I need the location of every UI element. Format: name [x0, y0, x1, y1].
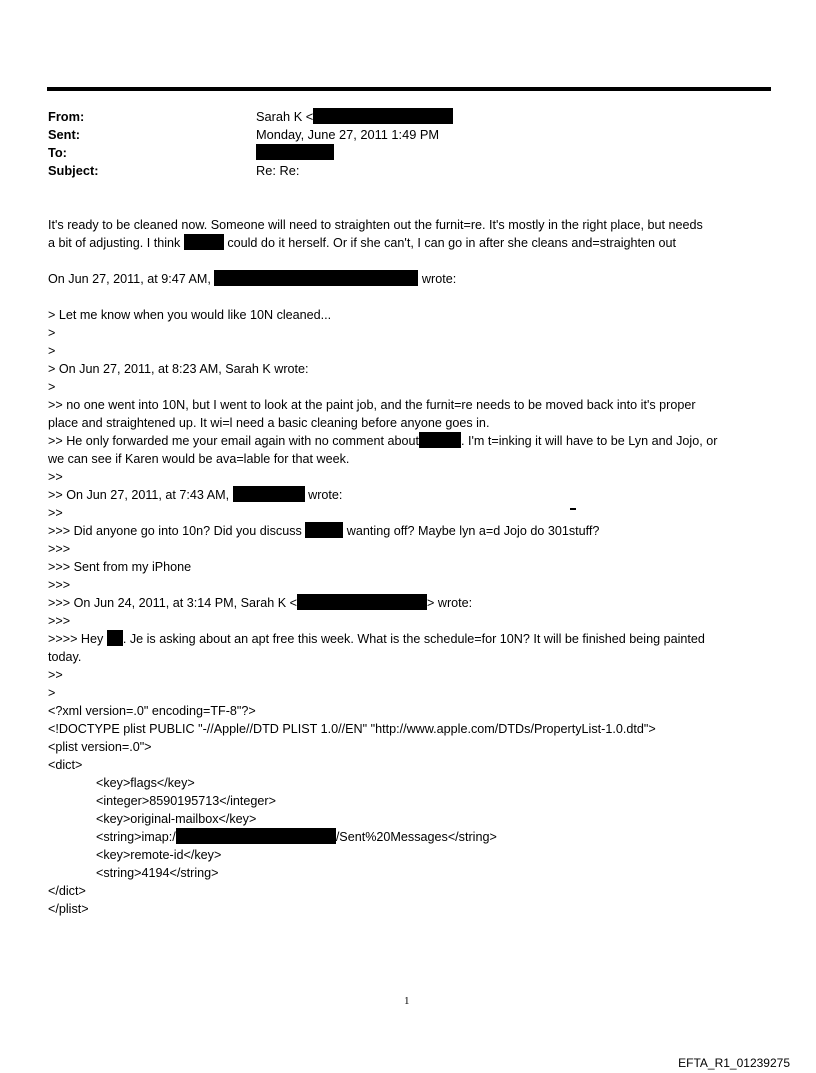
quote-line: >> He only forwarded me your email again with no comment about . I'm t=inking it will have to be Lyn and Jojo, or	[48, 434, 718, 448]
quote-line: >>> Did anyone go into 10n? Did you discuss wanting off? Maybe lyn a=d Jojo do 301stuff?	[48, 524, 600, 538]
body-line: a bit of adjusting. I think could do it herself. Or if she can't, I can go in after she cleans and=straighten out	[48, 236, 677, 250]
quote-line: >>>	[48, 578, 71, 592]
stray-mark	[570, 508, 576, 510]
redaction	[419, 432, 461, 448]
quote-line: >>> Sent from my iPhone	[48, 560, 192, 574]
quote-line: >>	[48, 470, 63, 484]
quote-line: >>	[48, 506, 63, 520]
quote-line: > Let me know when you would like 10N cleaned...	[48, 308, 332, 322]
document-id: EFTA_R1_01239275	[678, 1056, 790, 1070]
xml-line: <string>4194</string>	[96, 866, 219, 880]
xml-line: </dict>	[48, 884, 86, 898]
from-value: Sarah K <	[256, 108, 453, 126]
redaction	[176, 828, 336, 844]
email-header	[48, 108, 768, 188]
quote-line: we can see if Karen would be ava=lable for that week.	[48, 452, 350, 466]
redaction	[313, 108, 453, 124]
sent-value: Monday, June 27, 2011 1:49 PM	[256, 127, 440, 142]
quote-line: place and straightened up. It wi=l need a basic cleaning before anyone goes in.	[48, 416, 490, 430]
sent-label: Sent:	[48, 127, 80, 142]
to-value	[256, 144, 334, 162]
body-line: On Jun 27, 2011, at 9:47 AM, wrote:	[48, 272, 457, 286]
quote-line: >> no one went into 10N, but I went to look at the paint job, and the furnit=re needs to be moved back into it's proper	[48, 398, 696, 412]
quote-line: >> On Jun 27, 2011, at 7:43 AM, wrote:	[48, 488, 343, 502]
redaction	[233, 486, 305, 502]
body-line: It's ready to be cleaned now. Someone will need to straighten out the furnit=re. It's mostly in the right place, but needs	[48, 218, 703, 232]
redaction	[107, 630, 123, 646]
redaction	[297, 594, 427, 610]
from-label: From:	[48, 109, 85, 124]
quote-line: >>>	[48, 542, 71, 556]
xml-line: <key>flags</key>	[96, 776, 195, 790]
xml-line: <string>imap:/ /Sent%20Messages</string>	[96, 830, 497, 844]
quote-line: >	[48, 686, 56, 700]
xml-line: <plist version=.0">	[48, 740, 152, 754]
quote-line: today.	[48, 650, 82, 664]
xml-line: <integer>8590195713</integer>	[96, 794, 276, 808]
redaction	[184, 234, 224, 250]
quote-line: > On Jun 27, 2011, at 8:23 AM, Sarah K wrote:	[48, 362, 309, 376]
redaction	[214, 270, 418, 286]
xml-line: <key>original-mailbox</key>	[96, 812, 257, 826]
page-number: 1	[404, 995, 410, 1007]
quote-line: >>>	[48, 614, 71, 628]
quote-line: >	[48, 326, 56, 340]
to-label: To:	[48, 145, 67, 160]
quote-line: >>> On Jun 24, 2011, at 3:14 PM, Sarah K < > wrote:	[48, 596, 473, 610]
quote-line: >	[48, 380, 56, 394]
xml-line: <key>remote-id</key>	[96, 848, 222, 862]
quote-line: >	[48, 344, 56, 358]
xml-line: <!DOCTYPE plist PUBLIC "-//Apple//DTD PLIST 1.0//EN" "http://www.apple.com/DTDs/PropertyList-1.0.dtd">	[48, 722, 656, 736]
message-body	[48, 216, 778, 918]
header-rule	[47, 87, 771, 91]
quote-line: >>	[48, 668, 63, 682]
quote-line: >>>> Hey . Je is asking about an apt free this week. What is the schedule=for 10N? It will be finished being painted	[48, 632, 705, 646]
redaction	[256, 144, 334, 160]
xml-line: <?xml version=.0" encoding=TF-8"?>	[48, 704, 256, 718]
xml-line: </plist>	[48, 902, 89, 916]
xml-line: <dict>	[48, 758, 83, 772]
redaction	[305, 522, 343, 538]
subject-value: Re: Re:	[256, 163, 300, 178]
subject-label: Subject:	[48, 163, 99, 178]
